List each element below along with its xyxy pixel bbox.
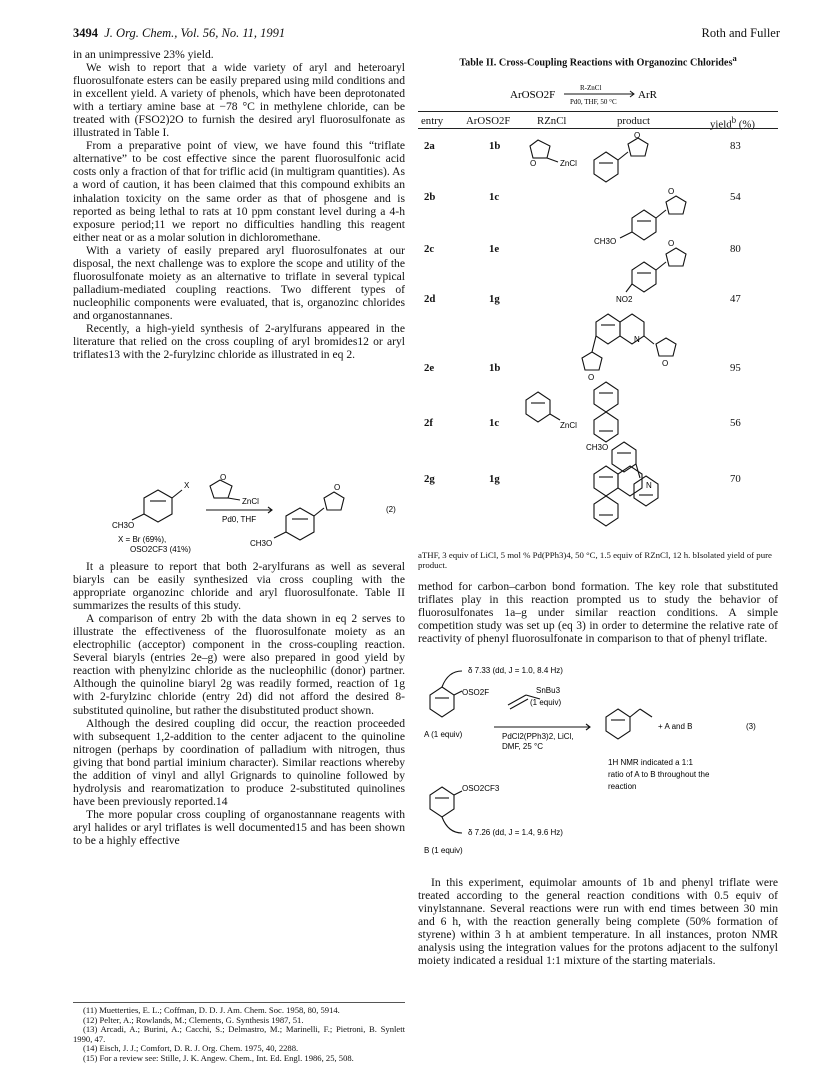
paragraph: In this experiment, equimolar amounts of 1b and phenyl triflate were treated according to the general reaction conditions with 0.5 equiv of vinylstannane. Several reactions were run with end times between 30 min and 6 h, with the reaction generally being complete (50% formation of styrene) within 3 h at ambient temperature. In all instances, proton NMR analysis using the integration values for the protons adjacent to the sulfonyl moiety indicated a residual 1:1 mixture of the starting materials. xyxy=(418,876,778,968)
eq2-conditions: Pd0, THF xyxy=(222,515,257,524)
scheme-reagent: R-ZnCl xyxy=(580,84,602,92)
paragraph: With a variety of easily prepared aryl fluorosulfonates at our disposal, the next challenge was to explore the scope and utility of the fluorosulfonate moiety as an alternative to triflate in several typical palladium-mediated coupling reactions. Two different types of nucleophilic components were evaluated, that is, organozinc chlorides and organostannanes. xyxy=(73,243,405,322)
row-reagent: 1g xyxy=(489,473,500,485)
row-yield: 80 xyxy=(730,243,741,255)
row-d-o-atom: O xyxy=(662,359,669,368)
row-d-o-atom-2: O xyxy=(588,373,595,382)
eq3-products: + A and B xyxy=(658,722,693,731)
row-g-n-atom: N xyxy=(646,481,652,490)
row-reagent: 1b xyxy=(489,362,501,374)
left-column-text-2 xyxy=(73,560,405,847)
col-header-yield: yield$^b$ (%) xyxy=(710,115,755,131)
footnote: (12) Pelter, A.; Rowlands, M.; Clements, G. Synthesis 1987, 51. xyxy=(83,1014,304,1025)
row-d-n-atom: N xyxy=(634,335,640,344)
paragraph: in an unimpressive 23% yield. xyxy=(73,48,214,61)
row-yield: 54 xyxy=(730,191,741,203)
eq3-label-a: A (1 equiv) xyxy=(424,730,463,739)
col-header-aroso2f: ArOSO2F xyxy=(466,115,511,127)
eq2-zncl: ZnCl xyxy=(242,497,259,506)
eq2-methoxy: CH3O xyxy=(112,521,135,530)
footnote: (11) Muetterties, E. L.; Coffman, D. D. J. Am. Chem. Soc. 1958, 80, 5914. xyxy=(83,1005,340,1015)
row-entry: 2e xyxy=(424,362,435,374)
row-reagent: 1b xyxy=(489,140,501,152)
row-b-product-o: O xyxy=(668,187,675,196)
eq3-group-b: OSO2CF3 xyxy=(462,784,500,793)
row-yield: 47 xyxy=(730,293,741,305)
footnote: (14) Eisch, J. J.; Comfort, D. R. J. Org. Chem. 1975, 40, 2288. xyxy=(83,1043,299,1054)
row-entry: 2b xyxy=(424,191,436,203)
row-b-methoxy: CH3O xyxy=(594,237,617,246)
row-entry: 2g xyxy=(424,473,435,485)
table-top-rule xyxy=(418,111,778,112)
row-entry: 2c xyxy=(424,243,435,255)
row-yield: 95 xyxy=(730,362,741,374)
row-reagent: 1c xyxy=(489,191,500,203)
left-column-text xyxy=(73,48,405,361)
scheme-left: ArOSO2F xyxy=(510,89,556,101)
table-title-mark: a xyxy=(732,53,737,63)
page-number: 3494 xyxy=(73,26,98,40)
eq2-x: X xyxy=(184,481,190,490)
row-a-o-atom: O xyxy=(530,159,537,168)
eq3-shift-a: δ 7.33 (dd, J = 1.0, 8.4 Hz) xyxy=(468,666,563,675)
eq2-product-o: O xyxy=(334,483,341,492)
col-header-product: product xyxy=(617,115,650,127)
eq3-nmr-note: 1H NMR indicated a 1:1 xyxy=(608,758,693,767)
row-reagent: 1c xyxy=(489,417,500,429)
running-header-left xyxy=(73,26,285,41)
paragraph: method for carbon–carbon bond formation. The key role that substituted triflates play in this reaction prompted us to study the behavior of fluorosulfonates 1a–g under similar reaction conditions. A simple competition study was set up (eq 3) in order to determine the relative rate of reactivity of phenyl fluorosulfonate in comparison to that of phenyl triflate. xyxy=(418,580,778,646)
paragraph: We wish to report that a wide variety of aryl and heteroaryl fluorosulfonate esters can be easily prepared using mild conditions and in excellent yield. A variety of phenols, which have been deprotonated with a tertiary amine base at −78 °C in methylene chloride, can be treated with (FSO2)2O to furnish the desired aryl fluorosulfonate as illustrated in Table I. xyxy=(73,61,405,140)
row-c-nitro: NO2 xyxy=(616,295,633,304)
footnotes xyxy=(73,1002,405,1064)
row-yield: 70 xyxy=(730,473,741,485)
row-entry: 2a xyxy=(424,140,435,152)
table-scheme xyxy=(510,80,690,106)
footnote-rule xyxy=(73,1002,405,1003)
row-a-product-o: O xyxy=(634,131,641,140)
table-header-rule xyxy=(418,128,778,129)
table-structures xyxy=(520,130,720,540)
eq3-shift-b: δ 7.26 (dd, J = 1.4, 9.6 Hz) xyxy=(468,828,563,837)
row-a-zncl: ZnCl xyxy=(560,159,577,168)
table-footnote: aTHF, 3 equiv of LiCl, 5 mol % Pd(PPh3)4, 50 °C, 1.5 equiv of RZnCl, 12 h. bIsolated yield of pure product. xyxy=(418,550,772,571)
row-c-product-o: O xyxy=(668,239,675,248)
eq2-x-values: X = Br (69%), xyxy=(118,535,167,544)
table-title: Table II. Cross-Coupling Reactions with Organozinc Chlorides$^a$ xyxy=(459,53,737,69)
eq3-label-b: B (1 equiv) xyxy=(424,846,463,855)
paragraph: From a preparative point of view, we have found this “triflate alternative” to be cost effective since the parent fluorosulfonic acid costs only a fraction of that for triflic acid (in multigram quantities). As a word of caution, it has been claimed that this compound exhibits an inhalation toxicity on the same order as that of phosgene and is reported as being lethal to rats at 10 ppm constant level during a 4-h exposure period;11 we report no difficulties handling this reagent either neat or as a molar solution in dichloromethane. xyxy=(73,139,405,244)
row-entry: 2d xyxy=(424,293,436,305)
journal-volume: Vol. 56, No. 11, 1991 xyxy=(180,26,286,40)
paragraph: Although the desired coupling did occur, the reaction proceeded with subsequent 1,2-addition to the center adjacent to the quinoline nitrogen (perhaps by coordination of palladium with nitrogen, thus giving that bond partial iminium character). Similar reactions whereby the addition of vinyl and allyl Grignards to quinoline followed by hydrolysis and rearomatization to produce 2-substituted quinolines have been previously reported.14 xyxy=(73,716,405,808)
eq3-conditions: PdCl2(PPh3)2, LiCl, xyxy=(502,732,574,741)
eq2-x-values-2: OSO2CF3 (41%) xyxy=(130,545,191,554)
right-column-text xyxy=(418,580,778,645)
eq2-product-methoxy: CH3O xyxy=(250,539,273,548)
row-yield: 83 xyxy=(730,140,741,152)
eq3-number: (3) xyxy=(746,722,756,731)
right-column-text-2 xyxy=(418,876,778,967)
row-reagent: 1g xyxy=(489,293,500,305)
footnote: (13) Arcadi, A.; Burini, A.; Cacchi, S.; Delmastro, M.; Marinelli, F.; Pietroni, B. Synlett 1990, 47. xyxy=(73,1024,405,1044)
eq3-stannane: SnBu3 xyxy=(536,686,561,695)
eq3-stannane-equiv: (1 equiv) xyxy=(530,698,562,707)
running-header-authors: Roth and Fuller xyxy=(701,26,780,40)
row-reagent: 1e xyxy=(489,243,500,255)
equation-2-scheme xyxy=(110,470,410,560)
eq3-nmr-note-3: reaction xyxy=(608,782,637,791)
row-f-methoxy: CH3O xyxy=(586,443,609,452)
equation-3-scheme xyxy=(420,665,780,865)
col-header-entry: entry xyxy=(421,115,444,127)
journal-name: J. Org. Chem., xyxy=(104,26,178,40)
scheme-conditions: Pd0, THF, 50 °C xyxy=(570,98,617,106)
col-header-rzncl: RZnCl xyxy=(537,115,567,127)
row-yield: 56 xyxy=(730,417,741,429)
footnote: (15) For a review see: Stille, J. K. Angew. Chem., Int. Ed. Engl. 1986, 25, 508. xyxy=(83,1052,354,1063)
eq3-conditions-2: DMF, 25 °C xyxy=(502,742,543,751)
eq2-o-atom: O xyxy=(220,473,227,482)
paragraph: The more popular cross coupling of organostannane reagents with aryl halides or aryl triflates is well documented15 and has been shown to be a highly effective xyxy=(73,807,405,847)
scheme-right: ArR xyxy=(638,89,657,101)
eq3-group-a: OSO2F xyxy=(462,688,490,697)
paragraph: A comparison of entry 2b with the data shown in eq 2 serves to illustrate the effectiveness of the fluorosulfonate moiety as an electrophilic (acceptor) component in the cross-coupling reaction. Several biaryls (entries 2e–g) were also prepared in good yield by reaction with phenylzinc chloride as the nucleophilic (donor) partner. Although the quinoline biaryl 2g was readily formed, reaction of 1g with 2-furylzinc chloride (entry 2d) did not afford the desired 8-substituted quinoline, but rather the disubstituted product shown. xyxy=(73,612,405,717)
row-entry: 2f xyxy=(424,417,433,429)
paragraph: It a pleasure to report that both 2-arylfurans as well as several biaryls can be easily synthesized via cross coupling with the appropriate organozinc chloride and aryl fluorosulfonate. Table II summarizes the results of this study. xyxy=(73,560,405,613)
paragraph: Recently, a high-yield synthesis of 2-arylfurans appeared in the literature that relied on the cross coupling of aryl bromides12 or aryl triflates13 with the 2-furylzinc chloride as illustrated in eq 2. xyxy=(73,321,405,362)
eq3-nmr-note-2: ratio of A to B throughout the xyxy=(608,770,710,779)
eq2-number: (2) xyxy=(386,505,396,514)
row-e-zncl: ZnCl xyxy=(560,421,577,430)
